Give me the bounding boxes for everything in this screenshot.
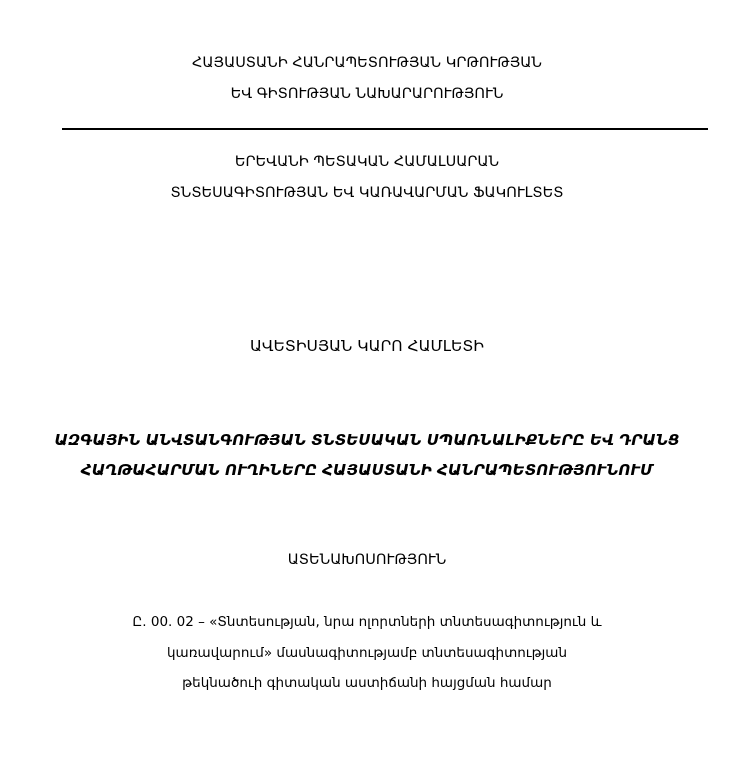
thesis-title-line-2: ՀԱՂԹԱՀԱՐՄԱՆ ՈՒՂԻՆԵՐԸ ՀԱՅԱՍՏԱՆԻ ՀԱՆՐԱՊԵՏՈՒԹՅՈՒՆՈՒՄ [80, 461, 654, 479]
university-line-1: ԵՐԵՎԱՆԻ ՊԵՏԱԿԱՆ ՀԱՄԱԼՍԱՐԱՆ [234, 154, 500, 170]
header-divider [62, 128, 708, 130]
specialty-line-2: կառավարում» մասնագիտությամբ տնտեսագիտության [166, 645, 567, 661]
document-type: ԱՏԵՆԱԽՈՍՈՒԹՅՈՒՆ [287, 552, 447, 568]
specialty-line-3: թեկնածուի գիտական աստիճանի հայցման համար [182, 675, 552, 691]
ministry-line-1: ՀԱՅԱՍՏԱՆԻ ՀԱՆՐԱՊԵՏՈՒԹՅԱՆ ԿՐԹՈՒԹՅԱՆ [192, 55, 542, 71]
thesis-title-line-1: ԱԶԳԱՅԻՆ ԱՆՎՏԱՆԳՈՒԹՅԱՆ ՏՆՏԵՍԱԿԱՆ ՍՊԱՌՆԱԼԻՔՆԵՐԸ ԵՎ ԴՐԱՆՑ [54, 431, 680, 449]
author-name: ԱՎԵՏԻՍՅԱՆ ԿԱՐՈ ՀԱՄԼԵՏԻ [250, 337, 484, 355]
specialty-line-1: Ը. 00. 02 – «Տնտեսության, նրա ոլորտների տնտեսագիտություն և [132, 614, 602, 630]
ministry-line-2: ԵՎ ԳԻՏՈՒԹՅԱՆ ՆԱԽԱՐԱՐՈՒԹՅՈՒՆ [230, 86, 504, 102]
university-line-2: ՏՆՏԵՍԱԳԻՏՈՒԹՅԱՆ ԵՎ ԿԱՌԱՎԱՐՄԱՆ ՖԱԿՈՒԼՏԵՏ [170, 185, 564, 201]
